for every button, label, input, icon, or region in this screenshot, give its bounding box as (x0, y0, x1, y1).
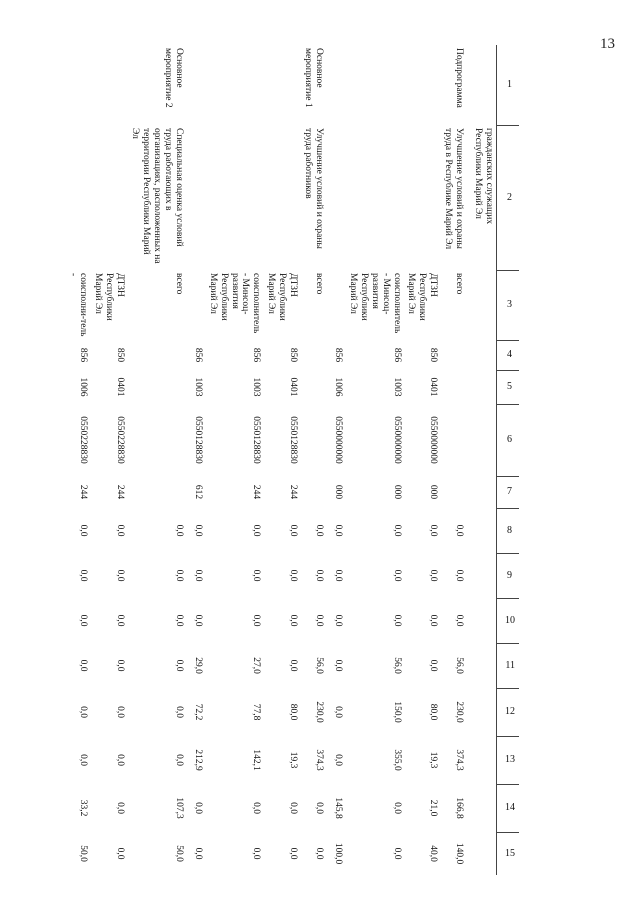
code-cell-c5 (127, 370, 190, 404)
value-cell: 0,0 (454, 569, 465, 582)
column-number-cell (497, 404, 520, 476)
code-cell-c6: 0550128830 (192, 416, 203, 464)
value-cell: 72,2 (192, 703, 203, 721)
code-cell-c6: 0550000000 (428, 416, 439, 464)
value-cell: 56,0 (391, 657, 402, 674)
text-cell-c1 (65, 45, 91, 125)
value-cell: 0,0 (115, 754, 126, 766)
page-number: 13 (600, 36, 615, 52)
text-cell-c2: Улучшение условий и охраны труда в Республике Марий Эл (443, 128, 465, 250)
value-cell: 56,0 (314, 657, 325, 674)
code-cell-c4 (440, 340, 470, 370)
code-cell-c7 (440, 476, 470, 508)
text-cell-c3 (190, 270, 205, 340)
budget-table (65, 45, 519, 875)
value-cell: 0,0 (115, 569, 126, 582)
code-cell-c7 (470, 476, 496, 508)
value-cell: 0,0 (78, 569, 89, 582)
value-cell: 0,0 (78, 524, 89, 537)
value-cell: 50,0 (78, 845, 89, 862)
text-cell-c2 (190, 125, 205, 270)
value-cell: 0,0 (173, 614, 184, 627)
code-cell-c5 (470, 370, 496, 404)
code-cell-c4: 850 (288, 347, 299, 363)
code-cell-c5 (440, 370, 470, 404)
table-row (190, 45, 205, 875)
value-cell: 0,0 (78, 706, 89, 718)
value-cell: 0,0 (428, 569, 439, 582)
value-cell: 0,0 (332, 614, 343, 627)
text-cell-c2 (65, 125, 91, 270)
text-cell-c3: ДТЗН Республики Марий Эл (266, 273, 299, 321)
column-number-label: 11 (505, 659, 515, 671)
value-cell (470, 832, 496, 875)
text-cell-c1 (404, 45, 441, 125)
column-number-row (497, 45, 520, 875)
value-cell: 0,0 (391, 614, 402, 627)
text-cell-c2: Улучшение условий и охраны труда работников (303, 128, 325, 249)
value-cell: 0,0 (391, 524, 402, 537)
value-cell (470, 598, 496, 643)
column-number-label: 9 (507, 569, 512, 581)
text-cell-c2 (404, 125, 441, 270)
code-cell-c7: 244 (78, 484, 89, 500)
value-cell: 56,0 (454, 657, 465, 674)
value-cell: 212,9 (192, 749, 203, 771)
text-cell-c3 (330, 270, 345, 340)
column-number-cell (497, 340, 520, 370)
value-cell: 107,3 (173, 797, 184, 819)
value-cell: 29,0 (192, 657, 203, 674)
value-cell: 0,0 (78, 754, 89, 766)
value-cell: 0,0 (192, 802, 203, 814)
table-row (205, 45, 264, 875)
value-cell: 0,0 (78, 659, 89, 672)
code-cell-c5: 0401 (115, 377, 126, 397)
code-cell-c6: 0550228830 (115, 416, 126, 464)
code-cell-c7 (127, 476, 190, 508)
code-cell-c6: 0550128830 (288, 416, 299, 464)
value-cell: 0,0 (314, 524, 325, 537)
text-cell-c1 (205, 45, 264, 125)
value-cell: 0,0 (173, 706, 184, 718)
value-cell: 166,8 (454, 797, 465, 819)
value-cell: 0,0 (251, 847, 262, 860)
text-cell-c3: соисполнитель - Минсоц-развития Республики Марий Эл (347, 273, 402, 334)
value-cell: 0,0 (314, 569, 325, 582)
code-cell-c4 (470, 340, 496, 370)
table-row (440, 45, 470, 875)
code-cell-c5: 1003 (192, 377, 203, 397)
table-row (300, 45, 330, 875)
value-cell: 0,0 (332, 524, 343, 537)
value-cell: 19,3 (288, 751, 299, 769)
value-cell: 0,0 (115, 847, 126, 860)
column-number-label: 5 (507, 381, 512, 393)
value-cell (470, 643, 496, 688)
value-cell: 0,0 (332, 754, 343, 766)
text-cell-c1: Основное мероприятие 2 (162, 48, 184, 108)
value-cell: 0,0 (251, 524, 262, 537)
text-cell-c3: всего (454, 273, 465, 295)
code-cell-c7: 244 (251, 484, 262, 500)
text-cell-c3: всего (314, 273, 325, 295)
value-cell: 40,0 (428, 845, 439, 862)
value-cell: 0,0 (251, 614, 262, 627)
value-cell: 0,0 (391, 569, 402, 582)
value-cell: 355,0 (391, 749, 402, 771)
value-cell: 0,0 (115, 614, 126, 627)
text-cell-c3: всего (173, 273, 184, 295)
column-number-cell (497, 643, 520, 688)
code-cell-c6: 0550000000 (391, 416, 402, 464)
text-cell-c2 (205, 125, 264, 270)
column-number-label: 8 (507, 524, 512, 536)
value-cell: 0,0 (192, 524, 203, 537)
column-number-label: 14 (505, 802, 515, 814)
table-row (65, 45, 91, 875)
text-cell-c3: ДТЗН Республики Марий Эл (93, 273, 126, 321)
value-cell: 150,0 (391, 701, 402, 723)
value-cell: 0,0 (314, 614, 325, 627)
value-cell: 100,0 (332, 842, 343, 865)
value-cell: 0,0 (173, 524, 184, 537)
text-cell-c3: соисполни-тель - (67, 273, 89, 337)
code-cell-c6: 0550000000 (332, 416, 343, 464)
column-number-cell (497, 270, 520, 340)
table-row (470, 45, 496, 875)
value-cell: 145,8 (332, 797, 343, 819)
text-cell-c1 (470, 45, 496, 125)
value-cell: 0,0 (391, 802, 402, 814)
text-cell-c3: ДТЗН Республики Марий Эл (406, 273, 439, 321)
value-cell: 0,0 (115, 524, 126, 537)
value-cell: 0,0 (115, 802, 126, 814)
value-cell: 0,0 (428, 659, 439, 672)
value-cell: 0,0 (314, 802, 325, 814)
column-number-label: 4 (507, 349, 512, 361)
column-number-label: 12 (505, 706, 515, 718)
column-number-cell (497, 45, 520, 125)
text-cell-c1: Подпрограмма (454, 48, 465, 108)
value-cell (470, 784, 496, 832)
value-cell: 0,0 (78, 614, 89, 627)
value-cell (470, 736, 496, 784)
value-cell: 0,0 (115, 659, 126, 672)
value-cell: 0,0 (454, 614, 465, 627)
code-cell-c6 (127, 404, 190, 476)
column-number-cell (497, 832, 520, 875)
value-cell: 80,0 (428, 703, 439, 721)
column-number-label: 10 (505, 614, 515, 626)
code-cell-c4: 856 (251, 347, 262, 363)
value-cell: 19,3 (428, 751, 439, 769)
code-cell-c5: 1003 (391, 377, 402, 397)
value-cell: 0,0 (332, 569, 343, 582)
text-cell-c2 (330, 125, 345, 270)
table-row (263, 45, 300, 875)
code-cell-c6: 0550228830 (78, 416, 89, 464)
code-cell-c5: 1006 (78, 377, 89, 397)
table-row (330, 45, 345, 875)
value-cell: 0,0 (332, 706, 343, 718)
column-number-cell (497, 736, 520, 784)
column-number-cell (497, 784, 520, 832)
text-cell-c2 (263, 125, 300, 270)
column-number-label: 13 (505, 754, 515, 766)
table-body (65, 45, 497, 875)
code-cell-c5: 0401 (428, 377, 439, 397)
value-cell (470, 688, 496, 736)
text-cell-c1: Основное мероприятие 1 (303, 48, 325, 108)
value-cell: 0,0 (288, 614, 299, 627)
value-cell: 0,0 (288, 659, 299, 672)
column-number-cell (497, 688, 520, 736)
value-cell: 0,0 (314, 847, 325, 860)
value-cell: 0,0 (173, 754, 184, 766)
value-cell (470, 508, 496, 553)
code-cell-c4: 856 (391, 347, 402, 363)
value-cell: 50,0 (173, 845, 184, 862)
table-row (127, 45, 190, 875)
code-cell-c5: 0401 (288, 377, 299, 397)
text-cell-c1 (91, 45, 128, 125)
value-cell: 0,0 (428, 524, 439, 537)
text-cell-c1 (263, 45, 300, 125)
value-cell (470, 553, 496, 598)
value-cell: 27,0 (251, 657, 262, 674)
value-cell: 0,0 (192, 847, 203, 860)
code-cell-c7 (300, 476, 330, 508)
column-number-cell (497, 508, 520, 553)
value-cell: 0,0 (192, 569, 203, 582)
code-cell-c7: 000 (428, 484, 439, 500)
code-cell-c7: 244 (115, 484, 126, 500)
value-cell: 77,8 (251, 703, 262, 721)
code-cell-c4: 856 (78, 347, 89, 363)
value-cell: 33,2 (78, 799, 89, 817)
code-cell-c4: 856 (192, 347, 203, 363)
table-row (404, 45, 441, 875)
column-number-cell (497, 598, 520, 643)
column-number-label: 1 (507, 79, 512, 90)
code-cell-c6: 0550128830 (251, 416, 262, 464)
code-cell-c6 (300, 404, 330, 476)
text-cell-c1 (345, 45, 404, 125)
value-cell: 0,0 (288, 847, 299, 860)
code-cell-c7: 612 (192, 484, 203, 500)
value-cell: 140,0 (454, 842, 465, 865)
column-number-label: 6 (507, 434, 512, 446)
code-cell-c5 (300, 370, 330, 404)
code-cell-c4: 850 (428, 347, 439, 363)
code-cell-c7: 000 (391, 484, 402, 500)
code-cell-c7: 244 (288, 484, 299, 500)
text-cell-c2 (91, 125, 128, 270)
code-cell-c5: 1006 (332, 377, 343, 397)
value-cell: 0,0 (251, 802, 262, 814)
code-cell-c6 (470, 404, 496, 476)
value-cell: 230,0 (314, 701, 325, 723)
code-cell-c4: 850 (115, 347, 126, 363)
column-number-cell (497, 370, 520, 404)
value-cell: 21,0 (428, 799, 439, 817)
code-cell-c6 (440, 404, 470, 476)
text-cell-c2: гражданских служащих Республики Марий Эл (473, 128, 494, 225)
value-cell: 0,0 (115, 706, 126, 718)
value-cell: 0,0 (251, 569, 262, 582)
code-cell-c4 (127, 340, 190, 370)
code-cell-c4: 856 (332, 347, 343, 363)
column-number-cell (497, 476, 520, 508)
value-cell: 0,0 (332, 659, 343, 672)
code-cell-c5: 1003 (251, 377, 262, 397)
value-cell: 0,0 (454, 524, 465, 537)
text-cell-c3 (470, 270, 496, 340)
value-cell: 374,3 (454, 749, 465, 771)
column-number-label: 3 (507, 299, 512, 311)
column-number-cell (497, 125, 520, 270)
text-cell-c3: соисполнитель - Минсоц-развития Республики Марий Эл (207, 273, 262, 334)
column-number-label: 2 (507, 191, 512, 203)
value-cell: 374,3 (314, 749, 325, 771)
table-row (91, 45, 128, 875)
code-cell-c7: 000 (332, 484, 343, 500)
value-cell: 0,0 (288, 569, 299, 582)
table-row (345, 45, 404, 875)
value-cell: 0,0 (173, 659, 184, 672)
value-cell: 0,0 (391, 847, 402, 860)
column-number-cell (497, 553, 520, 598)
text-cell-c2: Специальная оценка условий труда работающих в организациях, расположенных на территории Республики Марий Эл (130, 128, 184, 264)
value-cell: 0,0 (173, 569, 184, 582)
code-cell-c4 (300, 340, 330, 370)
text-cell-c1 (330, 45, 345, 125)
value-cell: 0,0 (192, 614, 203, 627)
value-cell: 142,1 (251, 749, 262, 771)
value-cell: 230,0 (454, 701, 465, 723)
text-cell-c2 (345, 125, 404, 270)
value-cell: 0,0 (288, 524, 299, 537)
budget-table-rotated (67, 45, 519, 875)
column-number-label: 7 (507, 486, 512, 498)
value-cell: 0,0 (288, 802, 299, 814)
text-cell-c1 (190, 45, 205, 125)
value-cell: 0,0 (428, 614, 439, 627)
value-cell: 80,0 (288, 703, 299, 721)
column-number-label: 15 (505, 848, 515, 859)
